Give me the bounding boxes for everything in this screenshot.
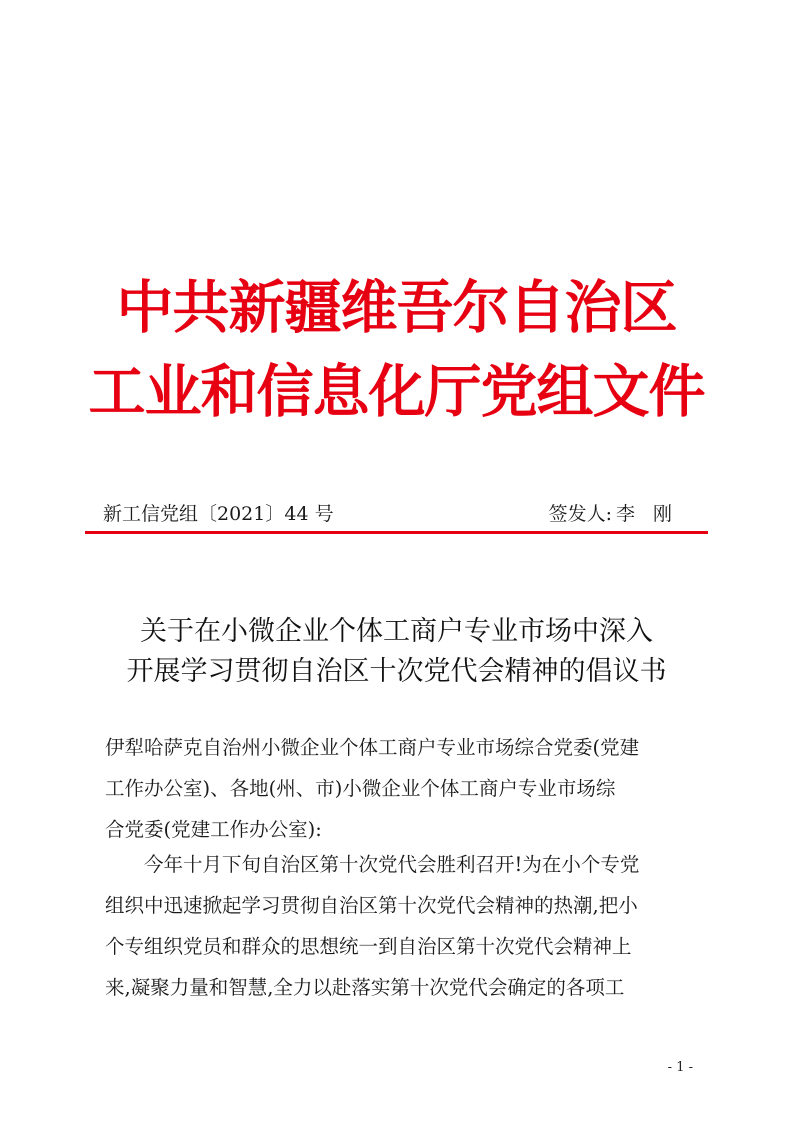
document-number: 新工信党组〔2021〕44 号 [103, 503, 334, 525]
signer-name: 李刚 [615, 503, 690, 525]
page-number: - 1 - [667, 1060, 693, 1075]
document-title-line-2: 开展学习贯彻自治区十次党代会精神的倡议书 [126, 656, 667, 687]
signer-block [549, 502, 690, 526]
addressee-line: 伊犁哈萨克自治州小微企业个体工商户专业市场综合党委(党建 [105, 736, 640, 759]
addressee-line: 工作办公室)、各地(州、市)小微企业个体工商户专业市场综 [105, 777, 616, 800]
signer-label: 签发人: [548, 503, 612, 525]
paragraph-line: 组织中迅速掀起学习贯彻自治区第十次党代会精神的热潮,把小 [105, 894, 638, 917]
paragraph-line: 个专组织党员和群众的思想统一到自治区第十次党代会精神上 [105, 935, 632, 958]
addressee-line: 合党委(党建工作办公室): [105, 818, 322, 841]
paragraph-line: 今年十月下旬自治区第十次党代会胜利召开!为在小个专党 [144, 853, 640, 876]
issuer-title-line-1: 中共新疆维吾尔自治区 [116, 275, 677, 341]
document-title-line-1: 关于在小微企业个体工商户专业市场中深入 [140, 616, 653, 647]
red-divider-line [85, 531, 708, 534]
issuer-title-line-2: 工业和信息化厅党组文件 [88, 359, 705, 425]
paragraph-line: 来,凝聚力量和智慧,全力以赴落实第十次党代会确定的各项工 [105, 976, 625, 999]
